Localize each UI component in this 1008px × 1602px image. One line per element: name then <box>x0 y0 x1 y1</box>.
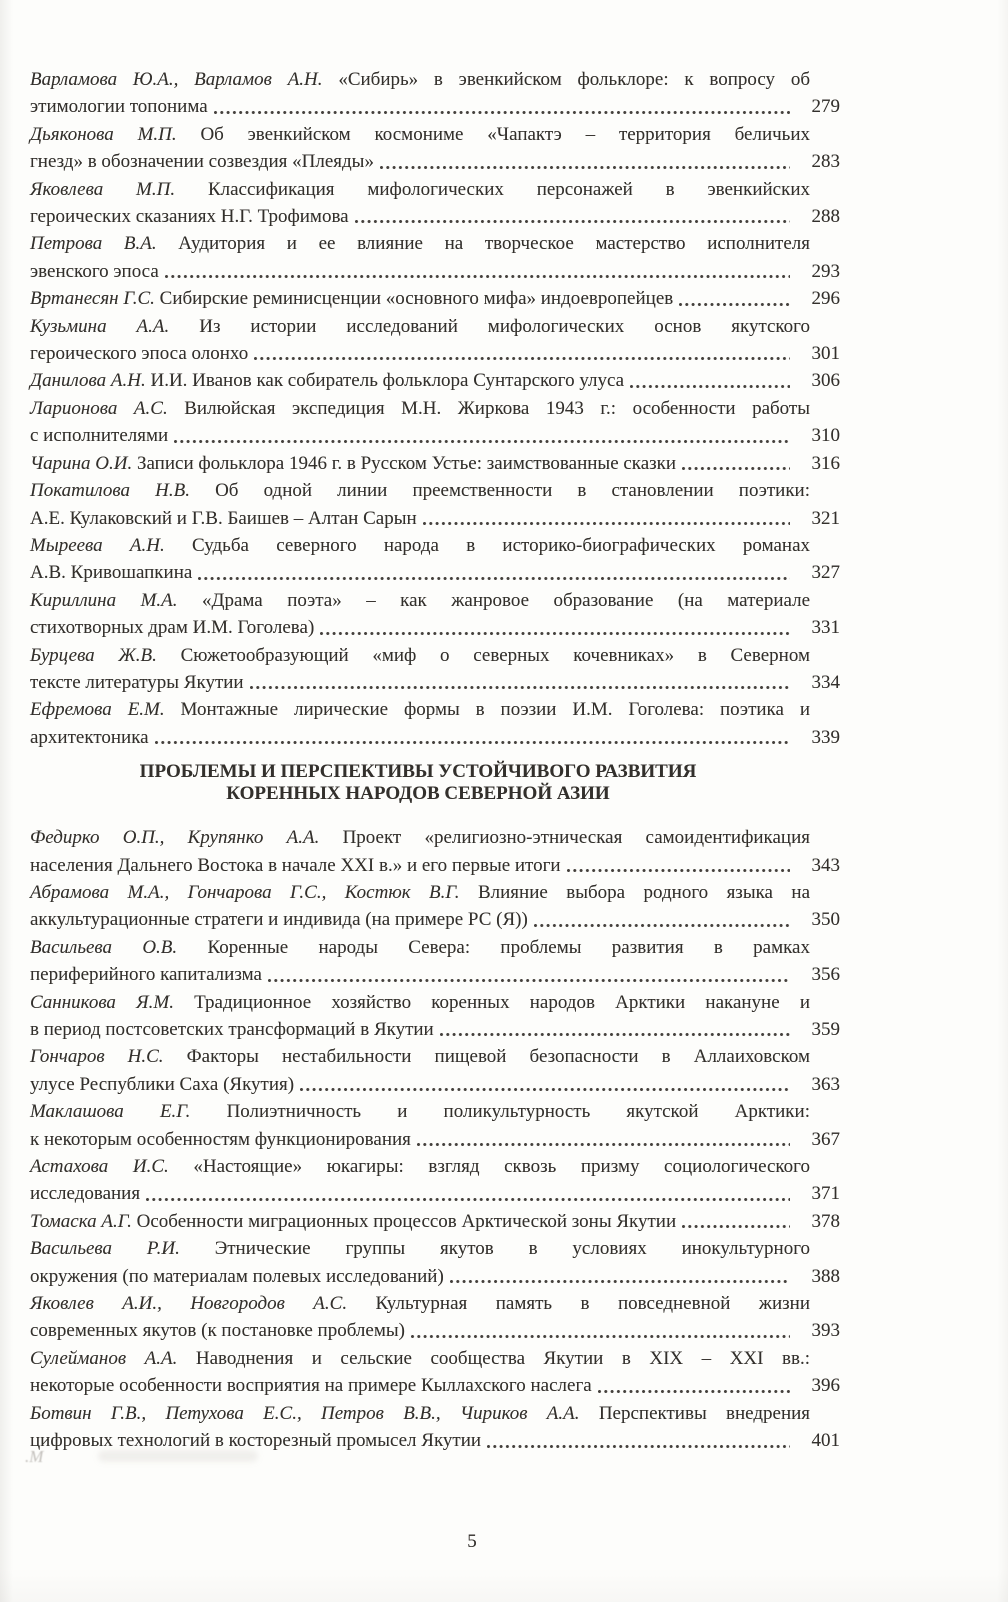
dot-leader <box>676 1208 798 1235</box>
entry-authors: Бурцева Ж.В. <box>30 644 157 666</box>
dot-leader <box>528 906 798 933</box>
entry-first-line <box>30 66 840 93</box>
entry-authors: Варламова Ю.А., Варламов А.Н. <box>30 69 323 90</box>
dot-leader <box>262 961 798 988</box>
entry-title-line2: в период постсоветских трансформаций в Якутии <box>30 1019 434 1040</box>
entry-title-line1: Записи фольклора 1946 г. в Русском Устье: заимствованные сказки <box>136 452 677 474</box>
toc-entry <box>30 121 840 176</box>
toc-entry <box>30 1208 840 1235</box>
entry-last-line <box>30 852 840 879</box>
toc-entry <box>30 1043 840 1098</box>
entry-first-line <box>30 696 840 723</box>
toc-entry <box>30 176 840 231</box>
entry-last-line <box>30 340 840 367</box>
entry-page-number: 371 <box>811 1183 840 1205</box>
toc-entry <box>30 313 840 368</box>
entry-page-number: 396 <box>811 1375 840 1397</box>
entry-first-line <box>30 824 840 851</box>
entry-single-line <box>30 450 840 477</box>
toc-entry <box>30 879 840 934</box>
dot-leader <box>405 1317 798 1344</box>
entry-title-line1: Судьба северного народа в историко-биографических романах <box>192 534 810 556</box>
entry-first-line <box>30 934 840 961</box>
entry-title-line2: архитектоника <box>30 726 149 748</box>
entry-page-number: 293 <box>811 260 840 282</box>
toc-entry <box>30 989 840 1044</box>
toc-content <box>30 66 840 1455</box>
entry-authors: Яковлев А.И., Новгородов А.С. <box>30 1293 348 1315</box>
toc-entry <box>30 230 840 285</box>
toc-entry <box>30 532 840 587</box>
entry-authors: Васильева Р.И. <box>30 1238 180 1260</box>
entry-authors: Чарина О.И. <box>30 452 133 474</box>
dot-leader <box>149 724 798 751</box>
toc-entry <box>30 1400 840 1455</box>
dot-leader <box>592 1372 798 1399</box>
entry-page-number: 388 <box>811 1265 840 1287</box>
entry-authors: Покатилова Н.В. <box>30 480 190 502</box>
entry-last-line <box>30 1126 840 1153</box>
entry-last-line <box>30 614 840 641</box>
entry-title-line2: окружения (по материалам полевых исследований) <box>30 1265 444 1287</box>
entry-page-number: 356 <box>811 964 840 986</box>
entry-title-line2: современных якутов (к постановке проблемы) <box>30 1320 405 1342</box>
toc-entry <box>30 934 840 989</box>
entry-last-line <box>30 961 840 988</box>
entry-single-line <box>30 1208 840 1235</box>
entry-title-line2: эвенского эпоса <box>30 260 159 282</box>
entry-authors: Астахова И.С. <box>30 1156 169 1178</box>
entry-page-number: 321 <box>811 507 840 529</box>
entry-title-line1: Об эвенкийском космониме «Чапактэ – территория беличьих <box>200 123 811 145</box>
toc-entry <box>30 367 840 394</box>
entry-title-line1: Особенности миграционных процессов Арктической зоны Якутии <box>136 1210 677 1232</box>
entry-title-line2: населения Дальнего Востока в начале XXI в.» и его первые итоги <box>30 854 561 876</box>
dot-leader <box>244 669 798 696</box>
entry-title-line2: А.Е. Кулаковский и Г.В. Баишев – Алтан Сарын <box>30 507 417 529</box>
toc-entry <box>30 1098 840 1153</box>
toc-part2 <box>30 824 840 1454</box>
entry-page-number: 301 <box>811 343 840 365</box>
entry-first-line <box>30 587 840 614</box>
section-heading <box>30 761 840 805</box>
entry-page-number: 350 <box>811 909 840 931</box>
entry-first-line <box>30 1098 840 1125</box>
toc-entry <box>30 1235 840 1290</box>
entry-title-line1: «Сибирь» в эвенкийском фольклоре: к вопросу об <box>338 69 810 90</box>
entry-first-line <box>30 1345 840 1372</box>
entry-authors: Гончаров Н.С. <box>30 1046 164 1068</box>
entry-title-line1: Аудитория и ее влияние на творческое мастерство исполнителя <box>178 233 810 255</box>
entry-first-line <box>30 121 840 148</box>
entry-first-line <box>30 313 840 340</box>
ghost-artifact: .М <box>25 1447 44 1466</box>
entry-text <box>30 1208 676 1235</box>
entry-last-line <box>30 148 840 175</box>
dot-leader <box>140 1180 798 1207</box>
entry-title-line1: Сибирские реминисценции «основного мифа» индоевропейцев <box>159 288 674 310</box>
entry-title-line2: цифровых технологий в косторезный промысел Якутии <box>30 1430 482 1452</box>
entry-authors: Ботвин Г.В., Петухова Е.С., Петров В.В., Чириков А.А. <box>30 1402 580 1424</box>
entry-page-number: 334 <box>811 671 840 693</box>
toc-entry <box>30 477 840 532</box>
entry-title-line2: этимологии топонима <box>30 96 208 118</box>
dot-leader <box>444 1263 798 1290</box>
entry-authors: Вртанесян Г.С. <box>30 288 155 310</box>
toc-entry <box>30 1345 840 1400</box>
entry-first-line <box>30 879 840 906</box>
entry-title-line2: исследования <box>30 1183 141 1205</box>
entry-authors: Кузьмина А.А. <box>30 315 170 337</box>
toc-entry <box>30 1153 840 1208</box>
entry-last-line <box>30 505 840 532</box>
dot-leader <box>349 203 798 230</box>
footer-page-number: 5 <box>467 1531 477 1552</box>
entry-title-line2: героических сказаниях Н.Г. Трофимова <box>30 206 349 228</box>
entry-title-line2: с исполнителями <box>30 425 169 447</box>
entry-title-line2: тексте литературы Якутии <box>30 671 244 693</box>
entry-text <box>30 367 624 394</box>
entry-first-line <box>30 989 840 1016</box>
entry-title-line1: Полиэтничность и поликультурность якутской Арктики: <box>226 1101 810 1123</box>
entry-first-line <box>30 1235 840 1262</box>
entry-page-number: 393 <box>811 1320 840 1342</box>
entry-title-line2: А.В. Кривошапкина <box>30 562 193 584</box>
entry-text <box>30 450 676 477</box>
entry-first-line <box>30 477 840 504</box>
entry-title-line1: Из истории исследований мифологических основ якутского <box>199 315 811 337</box>
entry-title-line2: стихотворных драм И.М. Гоголева) <box>30 617 315 639</box>
entry-last-line <box>30 93 840 120</box>
entry-authors: Яковлева М.П. <box>30 178 176 200</box>
entry-single-line <box>30 285 840 312</box>
entry-page-number: 339 <box>811 726 840 748</box>
entry-page-number: 343 <box>811 854 840 876</box>
dot-leader <box>374 148 798 175</box>
entry-authors: Санникова Я.М. <box>30 991 174 1013</box>
entry-title-line1: Проект «религиозно-этническая самоидентификация <box>342 827 810 849</box>
dot-leader <box>624 367 798 394</box>
entry-authors: Данилова А.Н. <box>30 370 146 392</box>
entry-first-line <box>30 176 840 203</box>
entry-first-line <box>30 395 840 422</box>
entry-title-line2: аккультурационные стратеги и индивида (на примере РС (Я)) <box>30 909 528 931</box>
entry-title-line2: некоторые особенности восприятия на примере Кыллахского наслега <box>30 1375 592 1397</box>
entry-single-line <box>30 367 840 394</box>
dot-leader <box>159 258 798 285</box>
dot-leader <box>417 505 798 532</box>
entry-page-number: 331 <box>811 617 840 639</box>
entry-title-line2: к некоторым особенностям функционирования <box>30 1128 411 1150</box>
entry-page-number: 359 <box>811 1019 840 1040</box>
entry-page-number: 279 <box>811 96 840 118</box>
dot-leader <box>294 1071 798 1098</box>
entry-title-line1: Коренные народы Севера: проблемы развития в рамках <box>207 936 810 958</box>
entry-page-number: 288 <box>811 206 840 228</box>
smudge-artifact <box>98 1450 258 1462</box>
toc-entry <box>30 824 840 879</box>
entry-title-line2: периферийного капитализма <box>30 964 262 986</box>
entry-title-line1: Вилюйская экспедиция М.Н. Жиркова 1943 г.: особенности работы <box>184 397 811 419</box>
toc-entry <box>30 1290 840 1345</box>
dot-leader <box>561 852 798 879</box>
entry-last-line <box>30 1071 840 1098</box>
entry-first-line <box>30 1290 840 1317</box>
entry-authors: Ефремова Е.М. <box>30 699 165 721</box>
entry-title-line1: Традиционное хозяйство коренных народов Арктики накануне и <box>194 991 810 1013</box>
entry-authors: Федирко О.П., Крупянко А.А. <box>30 827 320 849</box>
entry-last-line <box>30 203 840 230</box>
entry-title-line1: Факторы нестабильности пищевой безопасности в Аллаиховском <box>186 1046 811 1068</box>
entry-title-line1: Сюжетообразующий «миф о северных кочевниках» в Северном <box>180 644 810 666</box>
entry-last-line <box>30 422 840 449</box>
entry-last-line <box>30 1180 840 1207</box>
entry-title-line1: Этнические группы якутов в условиях инокультурного <box>214 1238 811 1260</box>
entry-title-line2: улусе Республики Саха (Якутия) <box>30 1073 295 1095</box>
entry-title-line1: Культурная память в повседневной жизни <box>375 1293 811 1315</box>
entry-page-number: 296 <box>811 288 840 310</box>
dot-leader <box>192 559 798 586</box>
toc-entry <box>30 66 840 121</box>
entry-page-number: 283 <box>811 151 840 173</box>
entry-title-line1: «Настоящие» юкагиры: взгляд сквозь призму социологического <box>193 1156 811 1178</box>
entry-authors: Васильева О.В. <box>30 936 178 958</box>
entry-text <box>30 285 673 312</box>
entry-page-number: 401 <box>811 1430 840 1452</box>
entry-last-line <box>30 1016 840 1043</box>
entry-title-line1: И.И. Иванов как собиратель фольклора Сунтарского улуса <box>150 370 625 392</box>
entry-page-number: 367 <box>811 1128 840 1150</box>
entry-page-number: 378 <box>811 1210 840 1232</box>
entry-authors: Сулейманов А.А. <box>30 1347 178 1369</box>
entry-title-line1: «Драма поэта» – как жанровое образование (на материале <box>202 589 811 611</box>
dot-leader <box>314 614 798 641</box>
entry-last-line <box>30 724 840 751</box>
toc-entry <box>30 587 840 642</box>
dot-leader <box>676 450 798 477</box>
entry-page-number: 310 <box>811 425 840 447</box>
dot-leader <box>411 1126 798 1153</box>
section-heading-line2: КОРЕННЫХ НАРОДОВ СЕВЕРНОЙ АЗИИ <box>226 783 610 805</box>
toc-entry <box>30 285 840 312</box>
entry-title-line1: Монтажные лирические формы в поэзии И.М. Гоголева: поэтика и <box>180 699 810 721</box>
dot-leader <box>434 1016 798 1043</box>
dot-leader <box>208 93 798 120</box>
entry-title-line1: Наводнения и сельские сообщества Якутии в XIX – XXI вв.: <box>195 1347 810 1369</box>
entry-first-line <box>30 532 840 559</box>
entry-page-number: 306 <box>811 370 840 392</box>
entry-last-line <box>30 1372 840 1399</box>
entry-page-number: 327 <box>811 562 840 584</box>
dot-leader <box>168 422 798 449</box>
toc-part1 <box>30 66 840 751</box>
entry-title-line2: героического эпоса олонхо <box>30 343 249 365</box>
section-heading-line1: ПРОБЛЕМЫ И ПЕРСПЕКТИВЫ УСТОЙЧИВОГО РАЗВИТИЯ <box>139 761 697 783</box>
entry-last-line <box>30 559 840 586</box>
entry-last-line <box>30 906 840 933</box>
entry-title-line1: Классификация мифологических персонажей в эвенкийских <box>207 178 811 200</box>
dot-leader <box>248 340 798 367</box>
entry-title-line1: Об одной линии преемственности в становлении поэтики: <box>215 480 810 502</box>
entry-last-line <box>30 1263 840 1290</box>
toc-entry <box>30 450 840 477</box>
entry-page-number: 316 <box>811 452 840 474</box>
dot-leader <box>673 285 798 312</box>
entry-last-line <box>30 1317 840 1344</box>
entry-authors: Маклашова Е.Г. <box>30 1101 191 1123</box>
entry-authors: Мыреева А.Н. <box>30 534 165 556</box>
entry-last-line <box>30 669 840 696</box>
entry-first-line <box>30 642 840 669</box>
entry-page-number: 363 <box>811 1073 840 1095</box>
entry-first-line <box>30 1153 840 1180</box>
toc-entry <box>30 696 840 751</box>
entry-title-line1: Перспективы внедрения <box>598 1402 811 1424</box>
entry-last-line <box>30 258 840 285</box>
entry-first-line <box>30 230 840 257</box>
dot-leader <box>481 1427 798 1454</box>
entry-title-line2: гнезд» в обозначении созвездия «Плеяды» <box>30 151 374 173</box>
toc-entry <box>30 642 840 697</box>
entry-title-line1: Влияние выбора родного языка на <box>477 881 810 903</box>
entry-authors: Петрова В.А. <box>30 233 157 255</box>
toc-entry <box>30 395 840 450</box>
entry-first-line <box>30 1043 840 1070</box>
entry-authors: Абрамова М.А., Гончарова Г.С., Костюк В.Г. <box>30 881 460 903</box>
entry-authors: Ларионова А.С. <box>30 397 168 419</box>
entry-authors: Дьяконова М.П. <box>30 123 177 145</box>
entry-authors: Томаска А.Г. <box>30 1210 132 1232</box>
entry-authors: Кириллина М.А. <box>30 589 178 611</box>
entry-first-line <box>30 1400 840 1427</box>
